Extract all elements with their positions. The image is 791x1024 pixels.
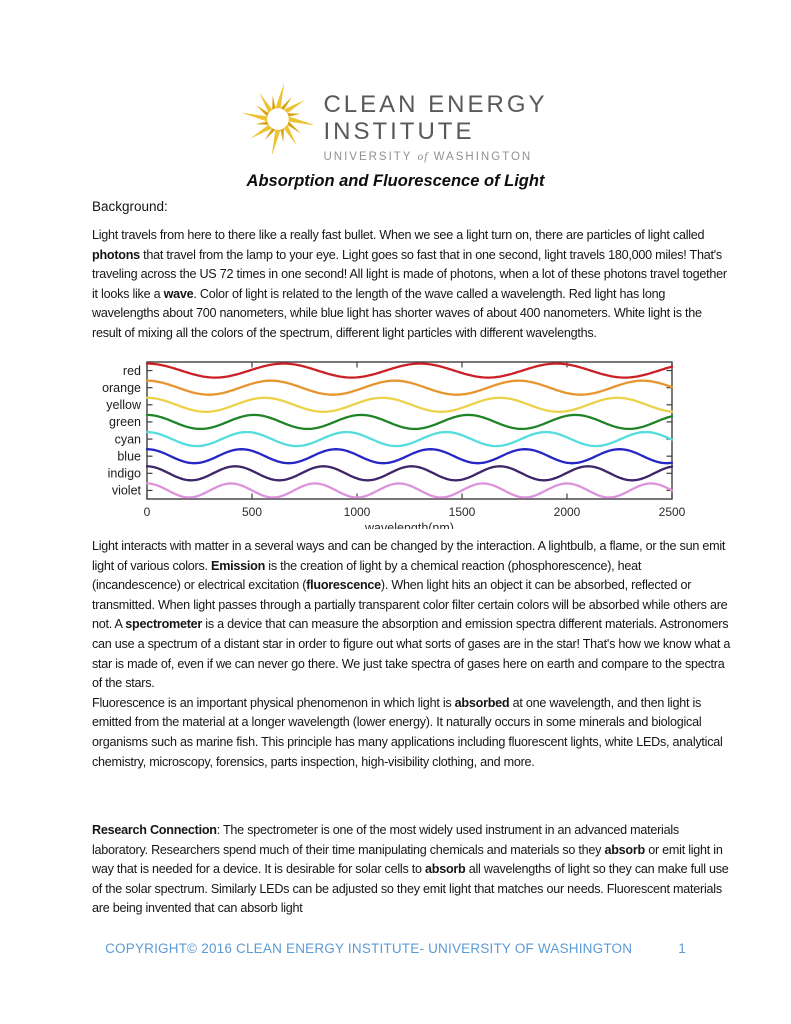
logo-university (323, 151, 547, 163)
page-footer (0, 941, 791, 956)
cei-logo (0, 84, 791, 163)
sunburst-icon (243, 84, 313, 154)
logo-text (323, 84, 547, 163)
logo-name-line2: INSTITUTE (323, 118, 475, 145)
svg-text:blue: blue (117, 449, 141, 464)
page-title: Absorption and Fluorescence of Light (246, 172, 545, 190)
footer-copyright: COPYRIGHT© 2016 CLEAN ENERGY INSTITUTE- UNIVERSITY OF WASHINGTON (105, 941, 633, 956)
svg-text:wavelength(nm): wavelength(nm) (365, 521, 454, 529)
svg-text:cyan: cyan (114, 432, 141, 447)
svg-text:1500: 1500 (448, 505, 476, 519)
svg-text:2500: 2500 (658, 505, 686, 519)
paragraph-fluorescence: Fluorescence is an important physical phenomenon in which light is absorbed at one wavelength, and then light is emitted from the material at a longer wavelength (lower energy). It naturally occurs in some minerals and biological organisms such as marine fish. This principle has many applications including fluorescent lights, white LEDs, analytical chemistry, microscopy, forensics, parts inspection, high-visibility clothing, and more. (92, 695, 723, 769)
svg-text:green: green (109, 415, 141, 430)
paragraph-light-matter: Light interacts with matter in a several ways and can be changed by the interaction. A lightbulb, a flame, or the sun emit light of various colors. Emission is the creation of light by a chemical reaction (phosphorescence), heat (incandescence) or electrical excitation (fluorescence). When light hits an object it can be absorbed, reflected or transmitted. When light passes through a partially transparent color filter certain colors will be absorbed while others are not. A spectrometer is a device that can measure the absorption and emission spectra different materials. Astronomers can use a spectrum of a distant star in order to figure out what sorts of gases are in the star! That's how we know what a star is made of, even if we can never go there. We just take spectra of gases here on earth and compare to the spectra of the stars. (92, 539, 731, 691)
logo-university-post: WASHINGTON (428, 151, 533, 163)
svg-text:1000: 1000 (343, 505, 371, 519)
svg-text:yellow: yellow (106, 398, 141, 413)
logo-name-line1: CLEAN ENERGY (323, 91, 548, 118)
svg-text:0: 0 (143, 505, 151, 519)
svg-text:violet: violet (111, 483, 141, 498)
logo-university-pre: UNIVERSITY (323, 151, 418, 163)
svg-text:red: red (122, 363, 141, 378)
wavelength-chart (80, 357, 705, 529)
svg-text:2000: 2000 (553, 505, 581, 519)
paragraph-light-travel: Light travels from here to there like a really fast bullet. When we see a light turn on, there are particles of light called photons that travel from the lamp to your eye. Light goes so fast that in one second, light travels 180,000 miles! That's traveling across the US 72 times in one second! All light is made of photons, when a lot of these photons travel together it looks like a wave. Color of light is related to the length of the wave called a wavelength. Red light has long wavelengths about 700 nanometers, while blue light has shorter waves of about 400 nanometers. White light is the result of mixing all the colors of the spectrum, different light particles with different wavelengths. (92, 228, 727, 340)
paragraph-group-light-matter (92, 537, 732, 772)
logo-university-of: of (417, 151, 429, 163)
background-heading: Background: (92, 199, 168, 214)
svg-text:indigo: indigo (107, 466, 141, 481)
paragraph-research-connection: Research Connection: The spectrometer is one of the most widely used instrument in an advanced materials laboratory. Researchers spend much of their time manipulating chemicals and materials so they absorb or emit light in way that is needed for a device. It is desirable for solar cells to absorb all wavelengths of light so they can make full use of the solar spectrum. Similarly LEDs can be adjusted so they emit light that matches our needs. Fluorescent materials are being invented that can absorb light (92, 823, 729, 916)
page-number: 1 (678, 941, 686, 956)
svg-text:orange: orange (102, 380, 141, 395)
svg-text:500: 500 (241, 505, 263, 519)
